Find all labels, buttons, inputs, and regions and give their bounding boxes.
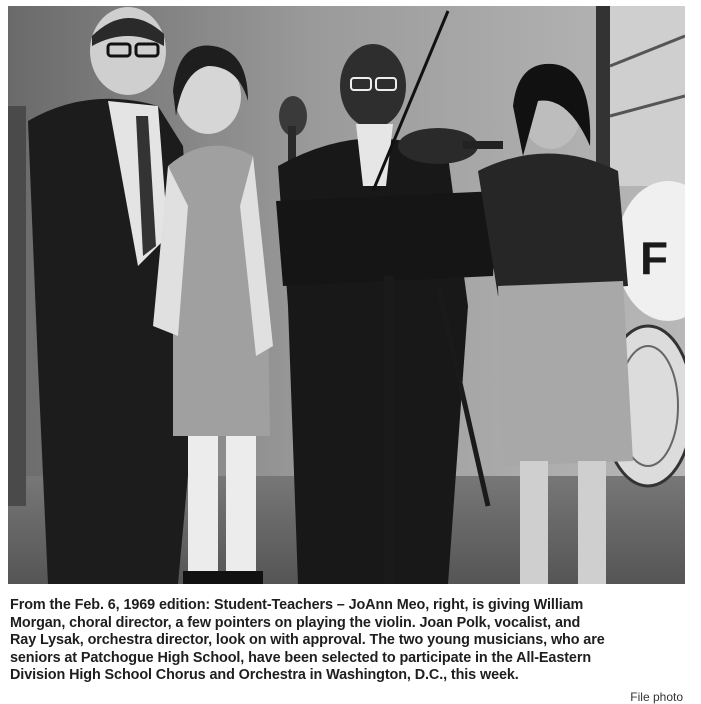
photo-credit: File photo bbox=[630, 690, 683, 704]
caption-line-1: From the Feb. 6, 1969 edition: Student-Teachers – JoAnn Meo, right, is giving William bbox=[10, 597, 584, 613]
caption-line-3: Ray Lysak, orchestra director, look on with approval. The two young musicians, who are bbox=[10, 632, 605, 649]
caption-line-4: seniors at Patchogue High School, have been selected to participate in the All-Eastern bbox=[10, 649, 592, 666]
archival-photo bbox=[8, 6, 685, 584]
photo-illustration bbox=[8, 6, 685, 584]
caption-line-2: Morgan, choral director, a few pointers on playing the violin. Joan Polk, vocalist, and bbox=[10, 614, 581, 631]
window-panel bbox=[610, 6, 685, 186]
sign-letter: F bbox=[640, 232, 669, 284]
caption-line-5: Division High School Chorus and Orchestra in Washington, D.C., this week. bbox=[10, 667, 519, 684]
left-instrument bbox=[8, 106, 26, 506]
photo-caption bbox=[10, 597, 690, 685]
